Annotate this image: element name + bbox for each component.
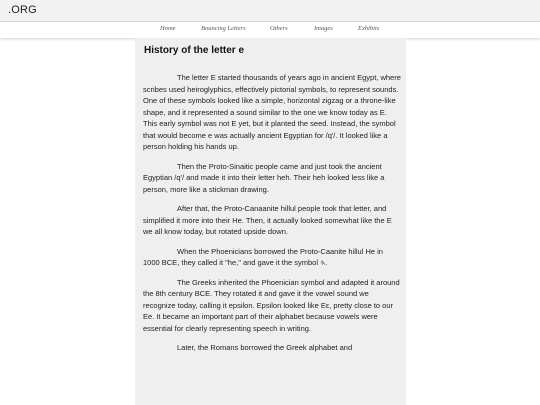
article-panel [135,38,406,405]
article-paragraph: When the Phoenicians borrowed the Proto-Caanite hillul He in 1000 BCE, they called it "he," and gave it the symbol 𐤄. [143,246,383,267]
top-bar [0,0,540,22]
nav-images-link[interactable]: Images [314,25,333,32]
article-content [143,72,401,362]
site-logo[interactable]: .ORG [8,4,37,16]
article-paragraph: The Greeks inherited the Phoenician symbol and adapted it around the 8th century BCE. They rotated it and gave it the vowel sound we recognize today, calling it epsilon. Epsilon looked like Eε, pretty close to our Ee. It became an important part of their alphabet because vowels were essential for clearly representing speech in writing. [143,277,400,333]
main-nav [0,22,540,38]
nav-bouncing-letters-link[interactable]: Bouncing Letters [201,25,246,32]
nav-others-link[interactable]: Others [270,25,288,32]
nav-exhibits-link[interactable]: Exhibits [358,25,380,32]
article-title: History of the letter e [144,45,245,56]
article-paragraph: The letter E started thousands of years ago in ancient Egypt, where scribes used heiroglyphics, effectively pictorial symbols, to represent sounds. One of these symbols looked like a simple, horizontal zigzag or a throne-like shape, and it represented a sound similar to the one we know today as E. This early symbol was not E yet, but it planted the seed. Instead, the symbol that would become e was actually ancient Egyptian for /q'/. It looked like a person holding his hands up. [143,73,401,151]
nav-home-link[interactable]: Home [160,25,176,32]
article-paragraph: After that, the Proto-Canaanite hillul people took that letter, and simplified it more into their He. Then, it actually looked somewhat like the E we all know today, but rotated upside down. [143,204,392,236]
article-paragraph: Then the Proto-Sinaitic people came and just took the ancient Egyptian /q'/ and made it into their letter heh. Their heh looked less like a person, more like a stickman drawing. [143,161,385,194]
article-paragraph: Later, the Romans borrowed the Greek alphabet and [177,343,353,352]
